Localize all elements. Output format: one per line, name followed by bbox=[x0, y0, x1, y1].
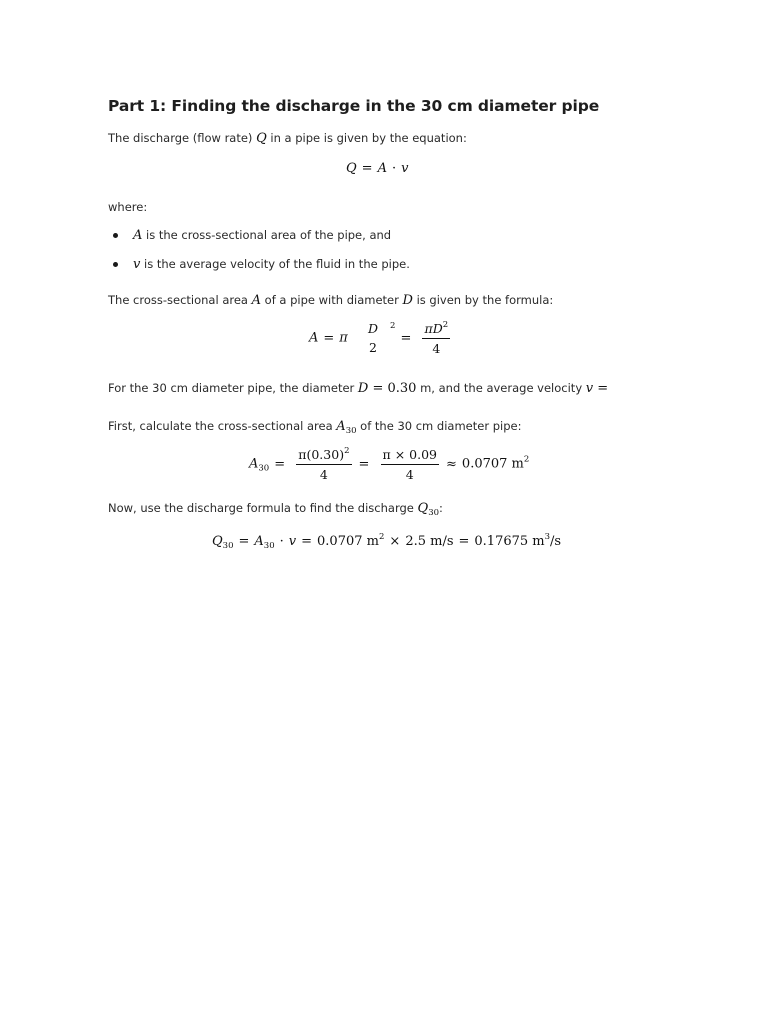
first-text: First, calculate the cross-sectional area bbox=[108, 419, 337, 433]
definitions-list bbox=[108, 226, 410, 284]
first-text-after: of the 30 cm diameter pipe: bbox=[356, 419, 522, 433]
first-var-a: A bbox=[336, 419, 346, 434]
eq4-equals: = bbox=[238, 534, 250, 549]
given-values-paragraph bbox=[108, 380, 608, 397]
eq4-q: Q bbox=[212, 534, 223, 549]
bullet-text: is the average velocity of the fluid in the pipe. bbox=[140, 257, 410, 271]
eq2-exponent: 2 bbox=[390, 320, 396, 331]
eq3-result-exp: 2 bbox=[523, 454, 530, 465]
eq4-dot: · bbox=[279, 534, 284, 549]
given-text: For the 30 cm diameter pipe, the diameter bbox=[108, 381, 358, 395]
now-var-q: Q bbox=[417, 501, 429, 516]
given-d-value: = 0.30 bbox=[368, 381, 417, 396]
eq2-num-d: D bbox=[367, 321, 379, 336]
area-intro-var-a: A bbox=[251, 293, 262, 308]
eq1-a: A bbox=[377, 161, 387, 176]
given-text-mid: m, and the average velocity bbox=[416, 381, 586, 395]
eq3-num1 bbox=[296, 446, 351, 465]
eq1-v: v bbox=[401, 161, 409, 176]
bullet-text: is the cross-sectional area of the pipe, and bbox=[142, 228, 392, 242]
eq3-num1-text: π(0.30) bbox=[298, 447, 345, 462]
eq2-fraction-pid2-over-4 bbox=[422, 320, 450, 356]
eq4-equals-3: = bbox=[458, 534, 470, 549]
eq2-num2-exp: 2 bbox=[442, 320, 449, 330]
eq1-dot: · bbox=[391, 161, 397, 176]
given-var-d: D bbox=[357, 381, 369, 396]
now-text-after: : bbox=[439, 501, 443, 515]
list-item bbox=[108, 255, 410, 284]
area-intro-paragraph bbox=[108, 292, 553, 309]
eq4-a: A bbox=[254, 534, 264, 549]
eq3-a-sub: 30 bbox=[258, 463, 270, 474]
equation-area bbox=[309, 320, 452, 356]
eq4-result-exp: 3 bbox=[544, 532, 551, 542]
eq2-num2-text: πD bbox=[424, 321, 443, 336]
intro-text-after: in a pipe is given by the equation: bbox=[266, 131, 467, 145]
bullet-dot bbox=[113, 233, 118, 238]
eq4-result: 0.17675 m bbox=[474, 534, 545, 549]
eq1-equals: = bbox=[361, 161, 373, 176]
eq3-fraction-1 bbox=[296, 446, 351, 482]
eq4-times: × bbox=[389, 534, 401, 549]
eq2-fraction-d-over-2 bbox=[366, 321, 380, 355]
eq4-result-unit: /s bbox=[550, 534, 562, 549]
eq3-den1: 4 bbox=[319, 467, 328, 482]
where-label: where: bbox=[108, 200, 148, 214]
intro-paragraph bbox=[108, 130, 467, 147]
eq4-equals-2: = bbox=[301, 534, 313, 549]
eq3-approx: ≈ bbox=[446, 456, 457, 472]
eq4-a-sub: 30 bbox=[263, 541, 275, 551]
eq2-den-4: 4 bbox=[432, 341, 441, 356]
given-equals: = bbox=[593, 381, 609, 396]
discharge-step-paragraph bbox=[108, 500, 443, 521]
area-intro-text-mid: of a pipe with diameter bbox=[261, 293, 403, 307]
first-step-paragraph bbox=[108, 418, 521, 439]
eq2-pi: π bbox=[339, 330, 348, 346]
eq4-area: 0.0707 m bbox=[317, 534, 379, 549]
eq3-equals: = bbox=[274, 456, 286, 472]
bullet-var-v: v bbox=[133, 257, 141, 272]
equation-discharge-calc bbox=[212, 532, 561, 551]
now-sub-30: 30 bbox=[428, 508, 440, 518]
bullet-dot bbox=[113, 262, 118, 267]
eq2-num-pid2 bbox=[422, 320, 450, 339]
eq3-equals-2: = bbox=[358, 456, 370, 472]
eq2-den-2: 2 bbox=[369, 340, 377, 355]
eq4-v: v bbox=[288, 534, 297, 549]
intro-var-q: Q bbox=[256, 131, 267, 146]
eq3-result: 0.0707 m bbox=[461, 456, 524, 472]
equation-discharge bbox=[346, 161, 408, 176]
eq4-q-sub: 30 bbox=[222, 541, 234, 551]
area-intro-var-d: D bbox=[402, 293, 413, 308]
eq2-equals-2: = bbox=[400, 330, 412, 346]
bullet-var-a: A bbox=[133, 228, 143, 243]
eq3-num1-exp: 2 bbox=[344, 446, 350, 456]
eq1-q: Q bbox=[346, 161, 357, 176]
given-var-v: v bbox=[585, 381, 594, 396]
eq3-den2: 4 bbox=[405, 466, 414, 482]
section-heading: Part 1: Finding the discharge in the 30 cm diameter pipe bbox=[108, 97, 600, 115]
equation-area-calc bbox=[249, 446, 529, 482]
eq3-num2: π × 0.09 bbox=[381, 447, 439, 465]
list-item bbox=[108, 226, 410, 255]
eq4-velocity: 2.5 m/s bbox=[405, 534, 454, 549]
area-intro-text-after: is given by the formula: bbox=[412, 293, 554, 307]
eq2-equals: = bbox=[323, 330, 335, 346]
intro-text-before: The discharge (flow rate) bbox=[108, 131, 257, 145]
eq4-area-exp: 2 bbox=[378, 532, 385, 542]
eq2-a: A bbox=[309, 330, 319, 346]
area-intro-text: The cross-sectional area bbox=[108, 293, 252, 307]
eq3-a: A bbox=[249, 456, 259, 472]
eq3-fraction-2 bbox=[381, 447, 439, 482]
first-sub-30: 30 bbox=[345, 426, 357, 436]
now-text: Now, use the discharge formula to find the discharge bbox=[108, 501, 418, 515]
